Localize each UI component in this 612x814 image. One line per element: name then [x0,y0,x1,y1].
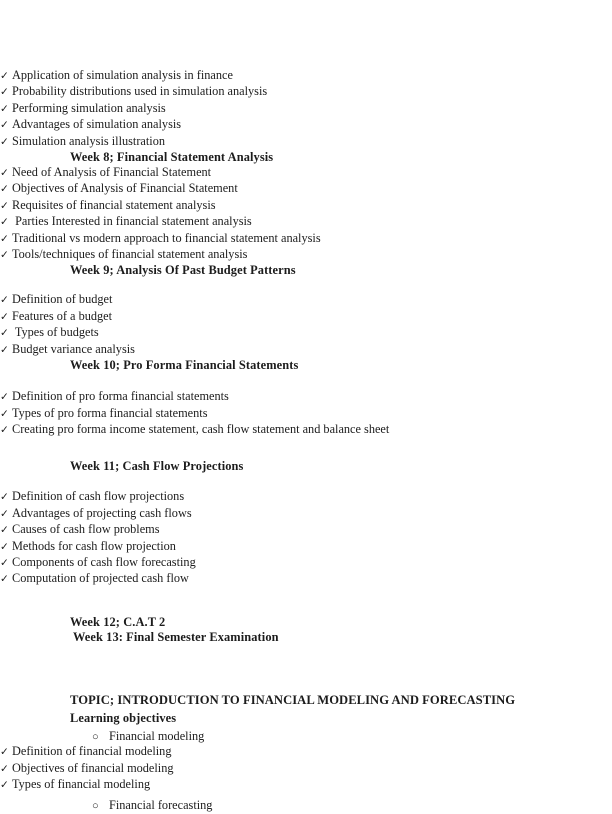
week-9-heading: Week 9; Analysis Of Past Budget Patterns [70,263,296,278]
list-item [0,555,612,571]
list-item [0,247,612,263]
week-8-heading: Week 8; Financial Statement Analysis [70,150,274,165]
check-icon: ✓ [0,311,9,323]
spacer [0,588,612,615]
check-icon: ✓ [0,408,9,420]
list-item [0,406,612,422]
check-icon: ✓ [0,103,9,115]
list-item [0,797,612,813]
list-item [0,84,612,100]
check-icon: ✓ [0,344,9,356]
list-item [0,342,612,358]
list-item-label: Tools/techniques of financial statement analysis [12,247,248,262]
check-icon: ✓ [0,747,9,759]
check-icon: ✓ [0,71,9,82]
list-item [0,181,612,197]
check-icon: ✓ [0,392,9,404]
list-item-label: Methods for cash flow projection [12,538,176,553]
list-item [0,571,612,587]
circle-icon: ○ [92,730,99,743]
financial-modeling-sublist [0,744,612,793]
check-icon: ✓ [0,763,9,775]
check-icon: ✓ [0,424,9,436]
check-icon: ✓ [0,217,9,229]
check-icon: ✓ [0,120,9,132]
circle-icon: ○ [92,800,99,813]
list-item-label: Objectives of financial modeling [12,760,174,775]
check-icon: ✓ [0,557,9,569]
spacer [0,438,612,459]
list-item-label: Advantages of projecting cash flows [12,505,192,520]
list-item [0,101,612,117]
check-icon: ✓ [0,184,9,196]
list-item-label: Objectives of Analysis of Financial Statement [12,181,238,196]
check-icon: ✓ [0,574,9,586]
list-item [0,68,612,84]
list-item-label: Creating pro forma income statement, cash flow statement and balance sheet [12,421,390,436]
week-12-heading: Week 12; C.A.T 2 [70,614,166,629]
check-icon: ✓ [0,250,9,262]
list-item [0,422,612,438]
list-item [0,506,612,522]
list-item [0,214,612,230]
list-item [0,522,612,538]
list-item-label: Types of pro forma financial statements [12,405,208,420]
check-icon: ✓ [0,168,9,180]
list-item-label: Parties Interested in financial statement analysis [12,214,252,229]
list-item [0,292,612,308]
week-8-list [0,165,612,263]
list-item [0,539,612,555]
week-13-heading: Week 13: Final Semester Examination [70,629,279,644]
list-item-label: Types of financial modeling [12,776,151,791]
list-item-label: Advantages of simulation analysis [12,117,182,132]
list-item-label: Types of budgets [12,325,99,340]
list-item [0,134,612,150]
list-item-label: Causes of cash flow problems [12,522,160,537]
week-10-heading: Week 10; Pro Forma Financial Statements [70,358,299,373]
spacer [0,373,612,389]
list-item [0,489,612,505]
list-item [0,389,612,405]
check-icon: ✓ [0,233,9,245]
list-item-label: Computation of projected cash flow [12,571,189,586]
list-item-label: Traditional vs modern approach to financial statement analysis [12,230,321,245]
list-item [0,744,612,760]
week-11-heading: Week 11; Cash Flow Projections [70,459,244,474]
list-item-label: Components of cash flow forecasting [12,554,196,569]
list-item-label: Definition of cash flow projections [12,489,185,504]
top-margin [0,0,612,68]
list-item-label: Performing simulation analysis [12,100,166,115]
list-item [0,777,612,793]
list-item-label: Financial modeling [109,728,205,743]
learning-objectives-heading: Learning objectives [70,710,177,725]
list-item-label: Definition of financial modeling [12,744,172,759]
list-item [0,198,612,214]
list-item-label: Application of simulation analysis in finance [12,68,233,82]
week-9-list [0,292,612,358]
list-item [0,761,612,777]
list-item-label: Financial forecasting [109,798,213,813]
list-item-label: Features of a budget [12,308,113,323]
check-icon: ✓ [0,508,9,520]
list-item-label: Budget variance analysis [12,341,135,356]
check-icon: ✓ [0,525,9,537]
check-icon: ✓ [0,87,9,99]
check-icon: ✓ [0,328,9,340]
check-icon: ✓ [0,200,9,212]
list-item [0,231,612,247]
check-icon: ✓ [0,295,9,307]
topic-heading: TOPIC; INTRODUCTION TO FINANCIAL MODELING AND FORECASTING [70,692,516,707]
list-item-label: Requisites of financial statement analysis [12,197,216,212]
check-icon: ✓ [0,541,9,553]
list-item-label: Definition of budget [12,292,113,307]
check-icon: ✓ [0,779,9,791]
week-10-list [0,389,612,438]
week-11-list [0,489,612,587]
list-item [0,325,612,341]
list-item-label: Need of Analysis of Financial Statement [12,165,212,180]
spacer [0,645,612,693]
check-icon: ✓ [0,492,9,504]
learning-objectives-list [0,728,612,744]
spacer [0,474,612,489]
list-item [0,165,612,181]
list-item [0,117,612,133]
spacer [0,278,612,292]
list-item [0,309,612,325]
list-item-label: Definition of pro forma financial statements [12,389,229,404]
list-item [0,728,612,744]
list-item-label: Simulation analysis illustration [12,133,166,148]
financial-forecasting-list [0,797,612,813]
check-icon: ✓ [0,136,9,148]
simulation-analysis-list [0,68,612,150]
list-item-label: Probability distributions used in simulation analysis [12,84,268,99]
